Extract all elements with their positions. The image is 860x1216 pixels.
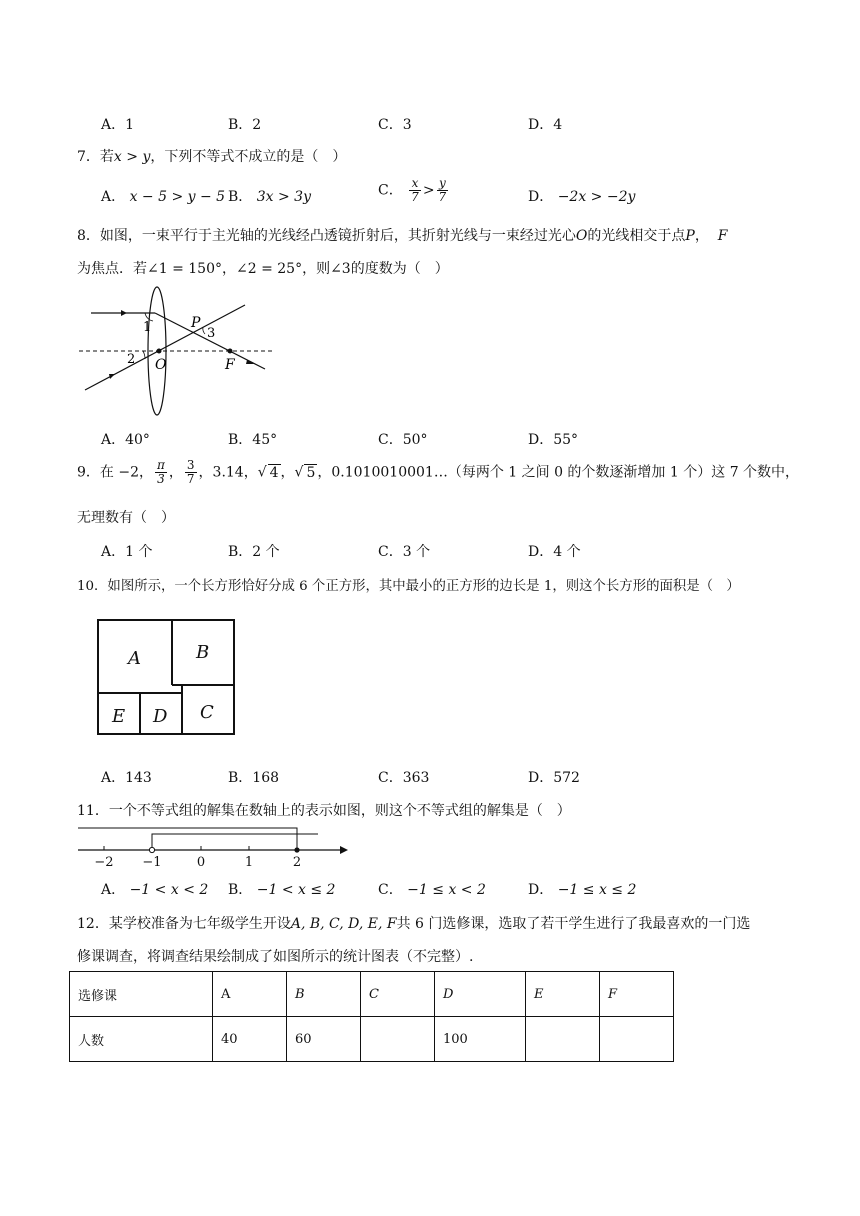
angle-2-arc [143, 351, 145, 359]
q6-option-a: A．1 [101, 117, 135, 133]
q10-stem: 10．如图所示，一个长方形恰好分成 6 个正方形，其中最小的正方形的边长是 1，则这个长方形的面积是（ ） [77, 579, 740, 594]
q9-option-c: C．3 个 [378, 544, 431, 560]
label-square-B: B [196, 642, 210, 663]
tick-label: −2 [94, 855, 114, 870]
tick-label: 0 [196, 855, 206, 870]
q10-option-b: B．168 [228, 770, 280, 786]
q12-stem-line2: 修课调查，将调查结果绘制成了如图所示的统计图表（不完整）. [77, 949, 474, 965]
q12-stat-table [69, 971, 674, 1062]
table-cell [600, 1017, 674, 1062]
q8-stem-line2: 为焦点．若∠1 = 150°，∠2 = 25°，则∠3的度数为（ ） [77, 261, 449, 277]
label-F: F [225, 357, 235, 373]
point-O [157, 349, 162, 354]
table-header-cell: F [600, 972, 674, 1017]
bracket-right [78, 828, 297, 850]
q7-option-b: B． 3x > 3y [228, 189, 311, 205]
q8-option-a: A．40° [101, 432, 150, 448]
table-header-cell: C [361, 972, 435, 1017]
q8-option-d: D．55° [528, 432, 579, 448]
q10-rectangle-figure [96, 618, 238, 738]
open-point-minus1 [149, 847, 154, 852]
q8-option-b: B．45° [228, 432, 278, 448]
table-cell: 100 [435, 1017, 526, 1062]
q6-option-b: B．2 [228, 117, 262, 133]
q9-stem-line1: 9．在 −2， $\frac{\pi}{3}$ ， $\frac{3}{7}$ ，3.14，√ 4 ，√ 5 ，0.1010010001…（每两个 1 之间 0 的个数逐渐增加 1 个）这 7 个数中， [77, 458, 800, 486]
label-P: P [191, 315, 201, 331]
q11-option-b: B． −1 < x ≤ 2 [228, 882, 336, 898]
table-cell: 40 [213, 1017, 287, 1062]
tick-label: 1 [244, 855, 254, 870]
table-header-cell: 选修课 [70, 972, 213, 1017]
q11-stem: 11．一个不等式组的解集在数轴上的表示如图，则这个不等式组的解集是（ ） [77, 803, 571, 819]
arrow-head-1 [121, 310, 127, 316]
q8-option-c: C．50° [378, 432, 428, 448]
arrow-head-2 [246, 360, 254, 364]
q12-stem-line1: 12．某学校准备为七年级学生开设A, B, C, D, E, F共 6 门选修课，选取了若干学生进行了我最喜欢的一门选 [77, 916, 751, 932]
q11-number-line [74, 826, 354, 870]
q9-stem-line2: 无理数有（ ） [77, 510, 175, 526]
table-header-cell: D [435, 972, 526, 1017]
table-row [70, 972, 674, 1017]
label-1: 1 [143, 320, 152, 335]
table-row [70, 1017, 674, 1062]
q7-option-d: D． −2x > −2y [528, 189, 636, 205]
table-header-cell: A [213, 972, 287, 1017]
table-cell: 60 [287, 1017, 361, 1062]
closed-point-2 [294, 847, 299, 852]
label-3: 3 [207, 326, 216, 341]
table-cell [361, 1017, 435, 1062]
q6-option-d: D．4 [528, 117, 563, 133]
label-square-C: C [200, 702, 214, 723]
q11-option-c: C． −1 ≤ x < 2 [378, 882, 486, 898]
table-cell [526, 1017, 600, 1062]
q8-lens-figure [75, 283, 285, 418]
label-2: 2 [127, 352, 136, 367]
tick-label: 2 [292, 855, 302, 870]
q6-option-c: C．3 [378, 117, 412, 133]
refracted-ray [155, 313, 265, 369]
q10-option-a: A．143 [101, 770, 152, 786]
q9-option-d: D．4 个 [528, 544, 581, 560]
q9-option-a: A．1 个 [101, 544, 153, 560]
q8-stem-line1: 8．如图，一束平行于主光轴的光线经凸透镜折射后，其折射光线与一束经过光心O的光线相交于点P， F [77, 228, 728, 244]
arrow-head-3 [109, 374, 115, 379]
q7-stem: 7．若x > y，下列不等式不成立的是（ ） [77, 149, 347, 165]
angle-3-arc [203, 327, 205, 334]
q10-option-c: C．363 [378, 770, 430, 786]
table-cell: 人数 [70, 1017, 213, 1062]
label-O: O [155, 357, 167, 373]
label-square-D: D [153, 706, 168, 727]
q11-option-d: D． −1 ≤ x ≤ 2 [528, 882, 637, 898]
q7-option-c: C． $\frac{x}{7}$ > $\frac{y}{7}$ [378, 176, 447, 204]
tick-label: −1 [142, 855, 162, 870]
table-header-cell: B [287, 972, 361, 1017]
q10-option-d: D．572 [528, 770, 580, 786]
label-square-E: E [112, 706, 126, 727]
q7-option-a: A． x − 5 > y − 5 [101, 189, 226, 205]
label-square-A: A [128, 648, 141, 669]
bracket-left [152, 834, 318, 850]
point-F [228, 349, 233, 354]
q11-option-a: A． −1 < x < 2 [101, 882, 209, 898]
q9-option-b: B．2 个 [228, 544, 280, 560]
table-header-cell: E [526, 972, 600, 1017]
axis-arrow [340, 846, 348, 854]
